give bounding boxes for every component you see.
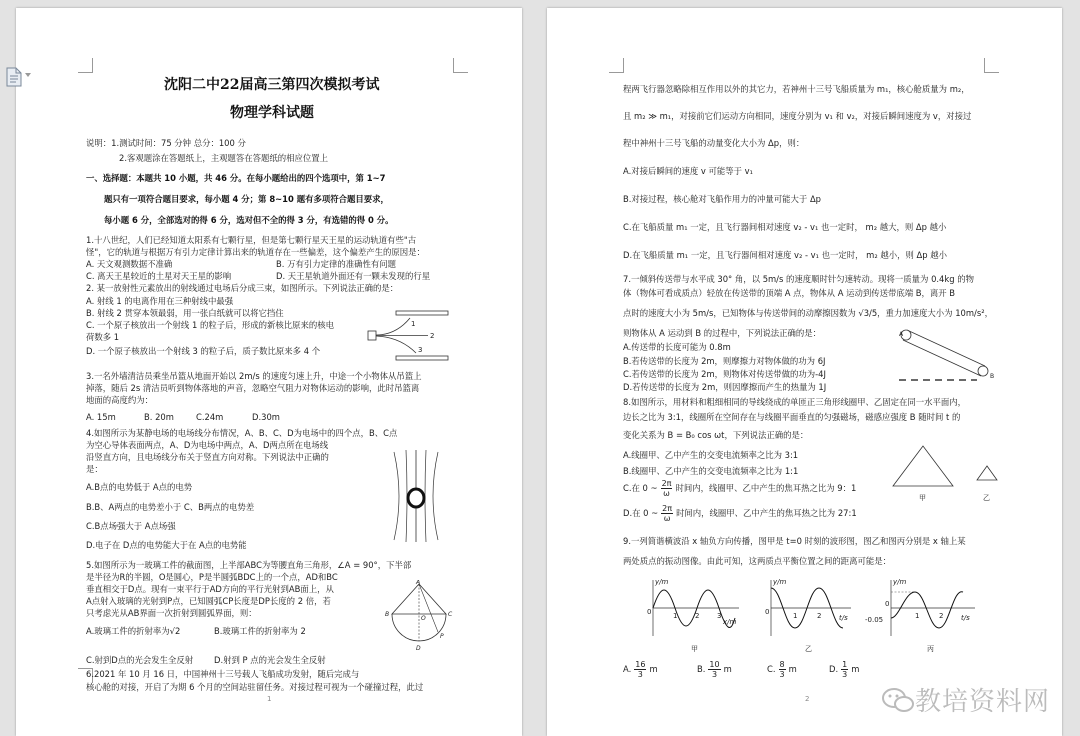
option-letter: D.	[829, 664, 839, 674]
question-text: 程两飞行器忽略除相互作用以外的其它力，若神州十三号飞船质量为 m₁，核心舱质量为 m₂，	[623, 84, 970, 94]
chevron-down-icon[interactable]	[24, 72, 32, 78]
point-label: O	[421, 615, 426, 622]
question-text: 则物体从 A 运动到 B 的过程中，下列说法正确的是：	[623, 328, 821, 338]
origin-label: 0	[647, 608, 652, 616]
document-page-2	[547, 8, 1062, 736]
fraction-2pi-omega	[661, 504, 673, 523]
answer-option	[623, 479, 856, 498]
coil-label: 乙	[983, 494, 990, 502]
origin-label: 0	[765, 608, 770, 616]
tick-label: 1	[673, 612, 678, 620]
document-page-1	[16, 8, 522, 736]
belt-edge	[907, 330, 985, 366]
question-text: 6.2021 年 10 月 16 日，中国神州十三号载人飞船成功发射，随后完成与	[86, 669, 360, 679]
axis-label: x/m	[723, 618, 737, 626]
question-text: 5.如图所示为一玻璃工件的截面图，上半部ABC为等腰直角三角形，∠A = 90°，下半部	[86, 560, 412, 570]
answer-option: C.在飞船质量 m₁ 一定，且飞行器间相对速度 v₂ - v₁ 也一定时， m₂ 越大，则 Δp 越小	[623, 222, 947, 232]
exam-title: 沈阳二中22届高三第四次模拟考试	[164, 77, 380, 93]
answer-option: B.若传送带的长度为 2m，则摩擦力对物体做的功为 6J	[623, 356, 826, 366]
hollow-conductor	[408, 489, 424, 507]
point-label: C	[448, 611, 453, 618]
option-letter: C.	[767, 664, 776, 674]
axis-label: t/s	[839, 614, 848, 622]
answer-option: C.24m	[196, 412, 224, 422]
answer-option: B.玻璃工件的折射率为 2	[214, 626, 306, 636]
graph-caption: 甲	[691, 645, 698, 653]
capacitor-plate	[396, 311, 448, 315]
unit: m	[649, 664, 658, 674]
wave-curve	[891, 592, 963, 628]
point-label: B	[990, 373, 995, 380]
page-number: 2	[805, 695, 810, 703]
wave-graph-yi	[757, 574, 857, 654]
coil-label: 甲	[919, 494, 926, 502]
answer-option-d	[829, 660, 859, 679]
coil-jia	[893, 446, 953, 486]
question-text: 点时的速度大小为 5m/s，已知物体与传送带间的动摩擦因数为 √3/5，重力加速度大小为 10m/s²，	[623, 308, 993, 318]
option-prefix: D.在 0 ~	[623, 508, 659, 518]
option-suffix: 时间内，线圈甲、乙中产生的焦耳热之比为 9：1	[675, 483, 857, 493]
margin-corner-mark	[453, 58, 468, 73]
radiation-field-figure	[366, 308, 452, 364]
answer-option: 荷数多 1	[86, 332, 120, 342]
answer-option	[623, 504, 857, 523]
answer-option: C. 离天王星较近的土星对天王星的影响	[86, 271, 232, 281]
axis-label: y/m	[773, 578, 787, 586]
question-text: 垂直相交于D点。现有一束平行于AD方向的平行光射到AB面上，从	[86, 584, 334, 594]
tick-label: -0.05	[865, 616, 884, 624]
denominator: 3	[842, 670, 848, 679]
question-text: 变化关系为 B = B₀ cos ωt，下列说法正确的是：	[623, 430, 809, 440]
question-text: 9.一列简谐横波沿 x 轴负方向传播，图甲是 t=0 时刻的波形图，图乙和图丙分别是 x 轴上某	[623, 536, 966, 546]
answer-option: A.对接后瞬间的速度 v 可能等于 v₁	[623, 166, 753, 176]
tick-label: 1	[915, 612, 920, 620]
margin-corner-mark	[609, 58, 624, 73]
answer-option: D.若传送带的长度为 2m，则因摩擦而产生的热量为 1J	[623, 382, 827, 392]
answer-option: B. 20m	[144, 412, 174, 422]
answer-option: D.在飞船质量 m₁ 一定，且飞行器间相对速度 v₂ - v₁ 也一定时， m₂ 越小，则 Δp 越小	[623, 250, 947, 260]
answer-option: A.B点的电势低于 A点的电势	[86, 482, 193, 492]
numerator: 16	[635, 660, 646, 669]
wechat-icon	[881, 686, 915, 714]
axis-label: t/s	[961, 614, 970, 622]
denominator: 3	[711, 670, 718, 679]
question-text: 3.一名外墙清洁员乘坐吊篮从地面开始以 2m/s 的速度匀速上升，中途一个小物体从吊篮上	[86, 371, 422, 381]
option-suffix: 时间内，线圈甲、乙中产生的焦耳热之比为 27:1	[676, 508, 857, 518]
answer-option: A.线圈甲、乙中产生的交变电流频率之比为 3:1	[623, 450, 799, 460]
point-label: B	[385, 611, 390, 618]
answer-option: A.传送带的长度可能为 0.8m	[623, 342, 731, 352]
answer-option: A. 天文观测数据不准确	[86, 259, 173, 269]
question-text: 8.如图所示，用材料和粗细相同的导线绕成的单匝正三角形线圈甲、乙固定在同一水平面内，	[623, 397, 966, 407]
answer-option-b	[697, 660, 732, 679]
section-heading: 题只有一项符合题目要求，每小题 4 分；第 8~10 题有多项符合题目要求，	[104, 194, 389, 204]
denominator: ω	[663, 514, 671, 523]
capacitor-plate	[396, 356, 448, 360]
question-text: 边长之比为 3:1，线圈所在空间存在与线圈平面垂直的匀强磁场，磁感应强度 B 随时间 t 的	[623, 412, 961, 422]
answer-option: C.射到D点的光会发生全反射	[86, 655, 194, 665]
question-text: 程中神州十三号飞船的动量变化大小为 Δp，则：	[623, 138, 805, 148]
unit: m	[851, 664, 860, 674]
answer-option: B.线圈甲、乙中产生的交变电流频率之比为 1:1	[623, 466, 799, 476]
tick-label: 1	[793, 612, 798, 620]
numerator: 2π	[661, 479, 672, 488]
question-text: 是半径为R的半圆，O是圆心，P是半圆弧BDC上的一个点，AD和BC	[86, 572, 338, 582]
answer-option: B.B、A两点的电势差小于 C、B两点的电势差	[86, 502, 255, 512]
section-heading: 每小题 6 分，全部选对的得 6 分，选对但不全的得 3 分，有选错的得 0 分。	[104, 215, 394, 225]
question-text: 7.一倾斜传送带与水平成 30° 角，以 5m/s 的速度顺时针匀速转动。现将一质量为 0.4kg 的物	[623, 274, 974, 284]
ray-label: 3	[418, 346, 423, 354]
tick-label: 2	[695, 612, 700, 620]
answer-option: D.30m	[252, 412, 280, 422]
axis-label: y/m	[655, 578, 669, 586]
numerator: 2π	[662, 504, 673, 513]
denominator: 3	[779, 670, 785, 679]
glass-prism-figure	[382, 580, 456, 670]
point-label: A	[416, 580, 421, 586]
option-prefix: C.在 0 ~	[623, 483, 658, 493]
question-text: 1.十八世纪，人们已经知道太阳系有七颗行星，但是第七颗行星天王星的运动轨道有些"古	[86, 235, 417, 245]
margin-corner-mark	[78, 58, 93, 73]
wave-graph-bing	[865, 574, 981, 654]
point-label: D	[416, 645, 421, 652]
question-text: 沿竖直方向，且电场线分布关于竖直方向对称。下列说法中正确的	[86, 452, 329, 462]
exam-info-line: 说明：1.测试时间：75 分钟 总分：100 分	[86, 138, 246, 148]
answer-option-c	[767, 660, 797, 679]
denominator: ω	[663, 489, 670, 498]
option-letter: B.	[697, 664, 706, 674]
section-heading: 一、选择题：本题共 10 小题，共 46 分。在每小题给出的四个选项中，第 1~7	[86, 173, 386, 183]
question-text: A点射入玻璃的光射到P点，已知圆弧CP长度是DP长度的 2 倍，若	[86, 596, 331, 606]
point-label: P	[440, 633, 444, 640]
graph-caption: 丙	[927, 645, 934, 653]
question-text: 是：	[86, 464, 103, 474]
question-text: 地面的高度约为：	[86, 395, 153, 405]
roller	[978, 366, 988, 376]
unit: m	[723, 664, 732, 674]
ray-label: 1	[411, 320, 416, 328]
triangle-coils-figure	[891, 444, 1001, 506]
question-text: 核心舱的对接，开启了为期 6 个月的空间站驻留任务。对接过程可视为一个碰撞过程，此过	[86, 682, 424, 692]
field-line	[394, 452, 399, 540]
conveyor-belt-figure	[897, 326, 997, 384]
numerator: 10	[709, 660, 720, 669]
question-text: 掉落，随后 2s 清洁员听到物体落地的声音，忽略空气阻力对物体运动的影响，此时吊篮离	[86, 383, 420, 393]
numerator: 1	[842, 660, 848, 669]
question-text: 体（物体可看成质点）轻放在传送带的顶端 A 点，物体从 A 运动到传送带底端 B，离开 B	[623, 288, 956, 298]
belt-edge	[903, 340, 981, 376]
fraction	[634, 660, 646, 679]
page-number: 1	[267, 695, 272, 703]
exam-info-line: 2.客观题涂在答题纸上，主观题答在答题纸的相应位置上	[119, 153, 328, 163]
point-label: A	[899, 331, 904, 338]
answer-option: A. 射线 1 的电离作用在三种射线中最强	[86, 296, 234, 306]
answer-option: A. 15m	[86, 412, 116, 422]
option-letter: A.	[623, 664, 632, 674]
watermark-text: 教培资料网	[914, 687, 1050, 717]
fraction	[708, 660, 720, 679]
coil-yi	[977, 466, 997, 480]
fraction	[841, 660, 848, 679]
tick-label: 2	[939, 612, 944, 620]
ray-path	[376, 318, 410, 335]
question-text: 只考虑光从AB界面一次折射到圆弧界面，则：	[86, 608, 257, 618]
question-text: 4.如图所示为某静电场的电场线分布情况，A、B、C、D为电场中的四个点，B、C点	[86, 428, 398, 438]
fraction	[779, 660, 786, 679]
answer-option: C.若传送带的长度为 2m，则物体对传送带做的功为-4J	[623, 369, 826, 379]
question-text: 2. 某一放射性元素放出的射线通过电场后分成三束，如图所示。下列说法正确的是：	[86, 283, 399, 293]
answer-option: D.电子在 D点的电势能大于在 A点的电势能	[86, 540, 247, 550]
source-box	[368, 331, 376, 340]
tick-label: 3	[717, 612, 722, 620]
axis-label: y/m	[893, 578, 907, 586]
exam-subtitle: 物理学科试题	[230, 105, 314, 121]
answer-option: B. 射线 2 贯穿本领最弱，用一张白纸就可以将它挡住	[86, 308, 284, 318]
answer-option: C. 一个原子核放出一个射线 1 的粒子后，形成的新核比原来的核电	[86, 320, 334, 330]
numerator: 8	[779, 660, 785, 669]
answer-option: D.射到 P 点的光会发生全反射	[214, 655, 326, 665]
question-text: 为空心导体表面两点，A、D为电场中两点，A、D两点所在电场线	[86, 440, 329, 450]
question-text: 怪"，它的轨道与根据万有引力定律计算出来的轨道存在一些偏差，这个偏差产生的原因是：	[86, 247, 425, 257]
document-icon[interactable]	[4, 66, 24, 88]
ray-label: 2	[430, 332, 435, 340]
answer-option-a	[623, 660, 658, 679]
answer-option: B.对接过程，核心舱对飞船作用力的冲量可能大于 Δp	[623, 194, 821, 204]
unit: m	[788, 664, 797, 674]
ray-path	[376, 336, 416, 353]
fraction-2pi-omega	[661, 479, 673, 498]
answer-option: C.B点场强大于 A点场强	[86, 521, 176, 531]
origin-label: 0	[885, 600, 890, 608]
denominator: 3	[637, 670, 643, 679]
field-line	[433, 452, 438, 540]
graph-caption: 乙	[805, 645, 812, 653]
answer-option: D. 天王星轨道外面还有一颗未发现的行星	[276, 271, 431, 281]
watermark	[881, 681, 1050, 718]
answer-option: A.玻璃工件的折射率为√2	[86, 626, 181, 636]
answer-option: D. 一个原子核放出一个射线 3 的粒子后，质子数比原来多 4 个	[86, 346, 321, 356]
electric-field-figure	[384, 448, 448, 544]
light-ray	[419, 584, 438, 632]
margin-corner-mark	[984, 58, 999, 73]
answer-option: B. 万有引力定律的准确性有问题	[276, 259, 396, 269]
wave-graph-jia	[633, 574, 745, 654]
tick-label: 2	[817, 612, 822, 620]
question-text: 两处质点的振动图像。由此可知，这两质点平衡位置之间的距离可能是：	[623, 556, 891, 566]
question-text: 且 m₂ ≫ m₁，对接前它们运动方向相同，速度分别为 v₁ 和 v₂，对接后瞬间速度为 v，对接过	[623, 111, 972, 121]
